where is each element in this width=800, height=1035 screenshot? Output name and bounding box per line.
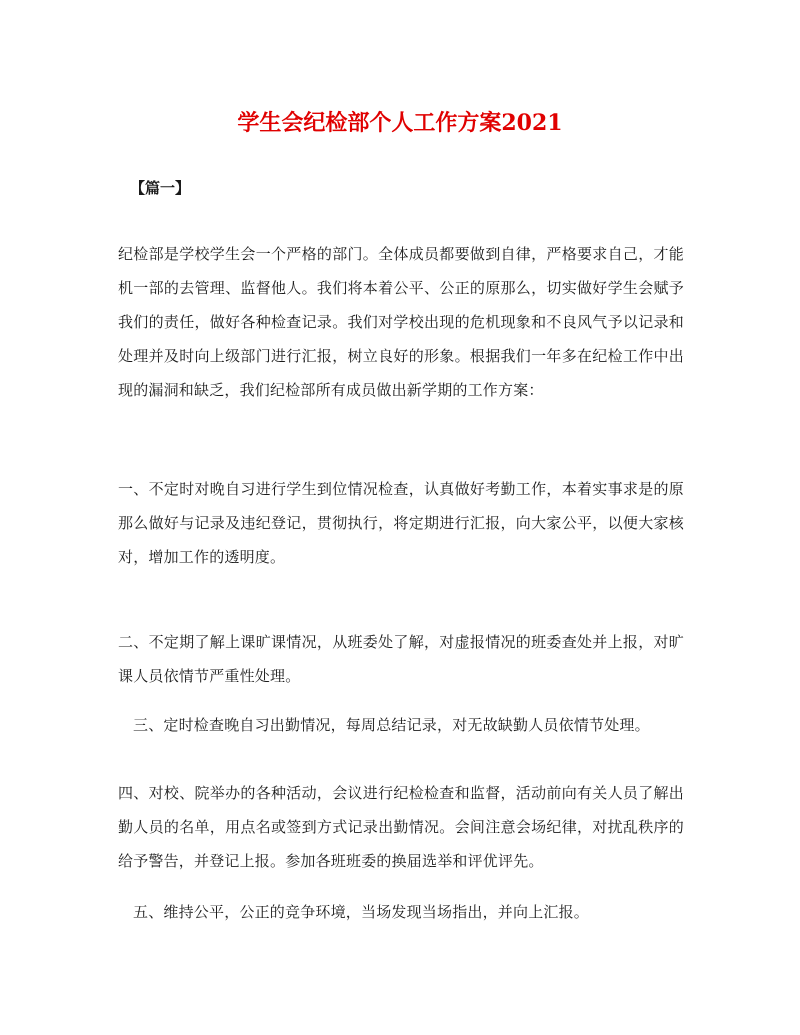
paragraph-intro: 纪检部是学校学生会一个严格的部门。全体成员都要做到自律，严格要求自己，才能机一部的去管理、监督他人。我们将本着公平、公正的原那么，切实做好学生会赋予我们的责任，做好各种检查记录。我们对学校出现的危机现象和不良风气予以记录和处理并及时向上级部门进行汇报，树立良好的形象。根据我们一年多在纪检工作中出现的漏洞和缺乏，我们纪检部所有成员做出新学期的工作方案： — [118, 245, 684, 399]
paragraph-item-1: 一、不定时对晚自习进行学生到位情况检查，认真做好考勤工作，本着实事求是的原那么做好与记录及违纪登记，贯彻执行，将定期进行汇报，向大家公平，以便大家核对，增加工作的透明度。 — [118, 480, 684, 566]
paragraph-item-2: 二、不定期了解上课旷课情况，从班委处了解，对虚报情况的班委查处并上报，对旷课人员依情节严重性处理。 — [118, 633, 684, 685]
paragraph-item-5: 五、维持公平，公正的竞争环境，当场发现当场指出，并向上汇报。 — [133, 903, 590, 921]
paragraph-item-4: 四、对校、院举办的各种活动，会议进行纪检检查和监督，活动前向有关人员了解出勤人员的名单，用点名或签到方式记录出勤情况。会间注意会场纪律，对扰乱秩序的给予警告，并登记上报。参加各班班委的换届选举和评优评先。 — [118, 784, 684, 870]
paragraph-item-3: 三、定时检查晚自习出勤情况，每周总结记录，对无故缺勤人员依情节处理。 — [133, 716, 650, 734]
section-label: 【篇一】 — [130, 179, 191, 197]
document-title: 学生会纪检部个人工作方案2021 — [237, 110, 563, 136]
